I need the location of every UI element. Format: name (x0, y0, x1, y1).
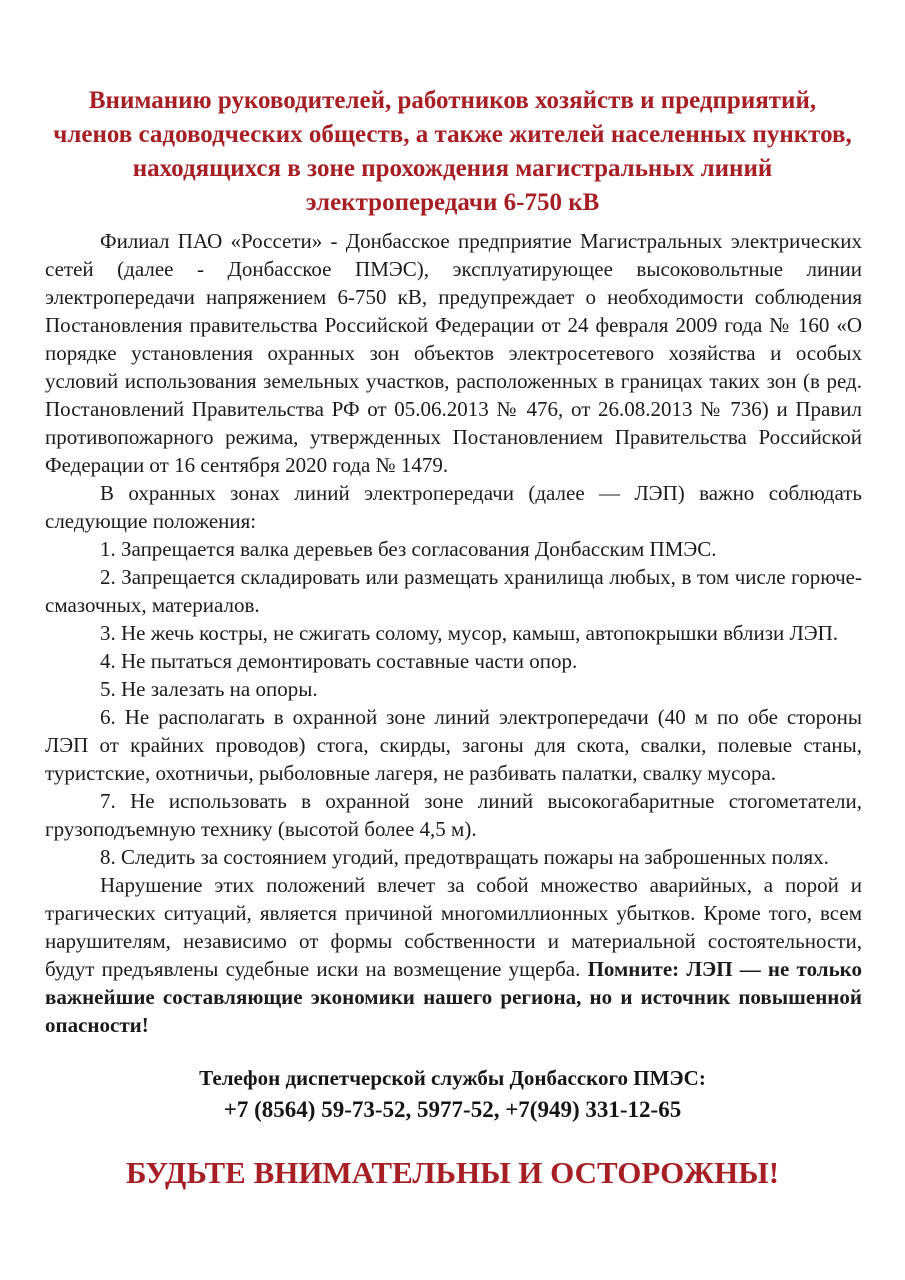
list-item-6: 6. Не располагать в охранной зоне линий электропередачи (40 м по обе стороны ЛЭП от крайних проводов) стога, скирды, загоны для скота, свалки, полевые станы, туристские, охотничьи, рыболовные лагеря, не разбивать палатки, свалку мусора. (45, 705, 862, 785)
notice-heading (40, 84, 865, 220)
paragraph-provisions-lead: В охранных зонах линий электропередачи (далее — ЛЭП) важно соблюдать следующие положения: (45, 481, 862, 533)
contact-phone-numbers: +7 (8564) 59-73-52, 5977-52, +7(949) 331-12-65 (223, 1097, 682, 1122)
heading-line-2: членов садоводческих обществ, а также жителей населенных пунктов, (53, 121, 852, 148)
contact-label: Телефон диспетчерской службы Донбасского ПМЭС: (199, 1066, 706, 1090)
list-item-2: 2. Запрещается складировать или размещать хранилища любых, в том числе горюче-смазочных, материалов. (45, 565, 862, 617)
warning-text: БУДЬТЕ ВНИМАТЕЛЬНЫ И ОСТОРОЖНЫ! (125, 1155, 780, 1190)
list-item-3: 3. Не жечь костры, не сжигать солому, мусор, камыш, автопокрышки вблизи ЛЭП. (100, 621, 838, 645)
list-item-8: 8. Следить за состоянием угодий, предотвращать пожары на заброшенных полях. (100, 845, 829, 869)
contact-section (0, 1065, 905, 1125)
closing-bold-text: Помните: ЛЭП — не только важнейшие составляющие экономики нашего региона, но и источник повышенной опасности! (45, 957, 862, 1037)
list-item-7: 7. Не использовать в охранной зоне линий высокогабаритные стогометатели, грузоподъемную технику (высотой более 4,5 м). (45, 789, 862, 841)
notice-body (45, 227, 862, 1039)
heading-line-3: находящихся в зоне прохождения магистральных линий (132, 155, 773, 182)
list-item-1: 1. Запрещается валка деревьев без согласования Донбасским ПМЭС. (100, 537, 717, 561)
paragraph-intro: Филиал ПАО «Россети» - Донбасское предприятие Магистральных электрических сетей (далее - Донбасское ПМЭС), эксплуатирующее высоковольтные линии электропередачи напряжением 6-750 кВ, предупреждает о необходимости соблюдения Постановления правительства Российской Федерации от 24 февраля 2009 года № 160 «О порядке установления охранных зон объектов электросетевого хозяйства и особых условий использования земельных участков, расположенных в границах таких зон (в ред. Постановлений Правительства РФ от 05.06.2013 № 476, от 26.08.2013 № 736) и Правил противопожарного режима, утвержденных Постановлением Правительства Российской Федерации от 16 сентября 2020 года № 1479. (45, 229, 862, 477)
paragraph-closing (45, 871, 862, 1039)
closing-text: Нарушение этих положений влечет за собой множество аварийных, а порой и трагических ситуаций, является причиной многомиллионных убытков. Кроме того, всем нарушителям, независимо от формы собственности и материальной состоятельности, будут предъявлены судебные иски на возмещение ущерба. (45, 873, 862, 981)
list-item-5: 5. Не залезать на опоры. (100, 677, 318, 701)
warning-section (0, 1155, 905, 1191)
heading-line-4: электропередачи 6-750 кВ (305, 189, 600, 216)
list-item-4: 4. Не пытаться демонтировать составные части опор. (100, 649, 578, 673)
heading-line-1: Вниманию руководителей, работников хозяйств и предприятий, (88, 87, 817, 114)
